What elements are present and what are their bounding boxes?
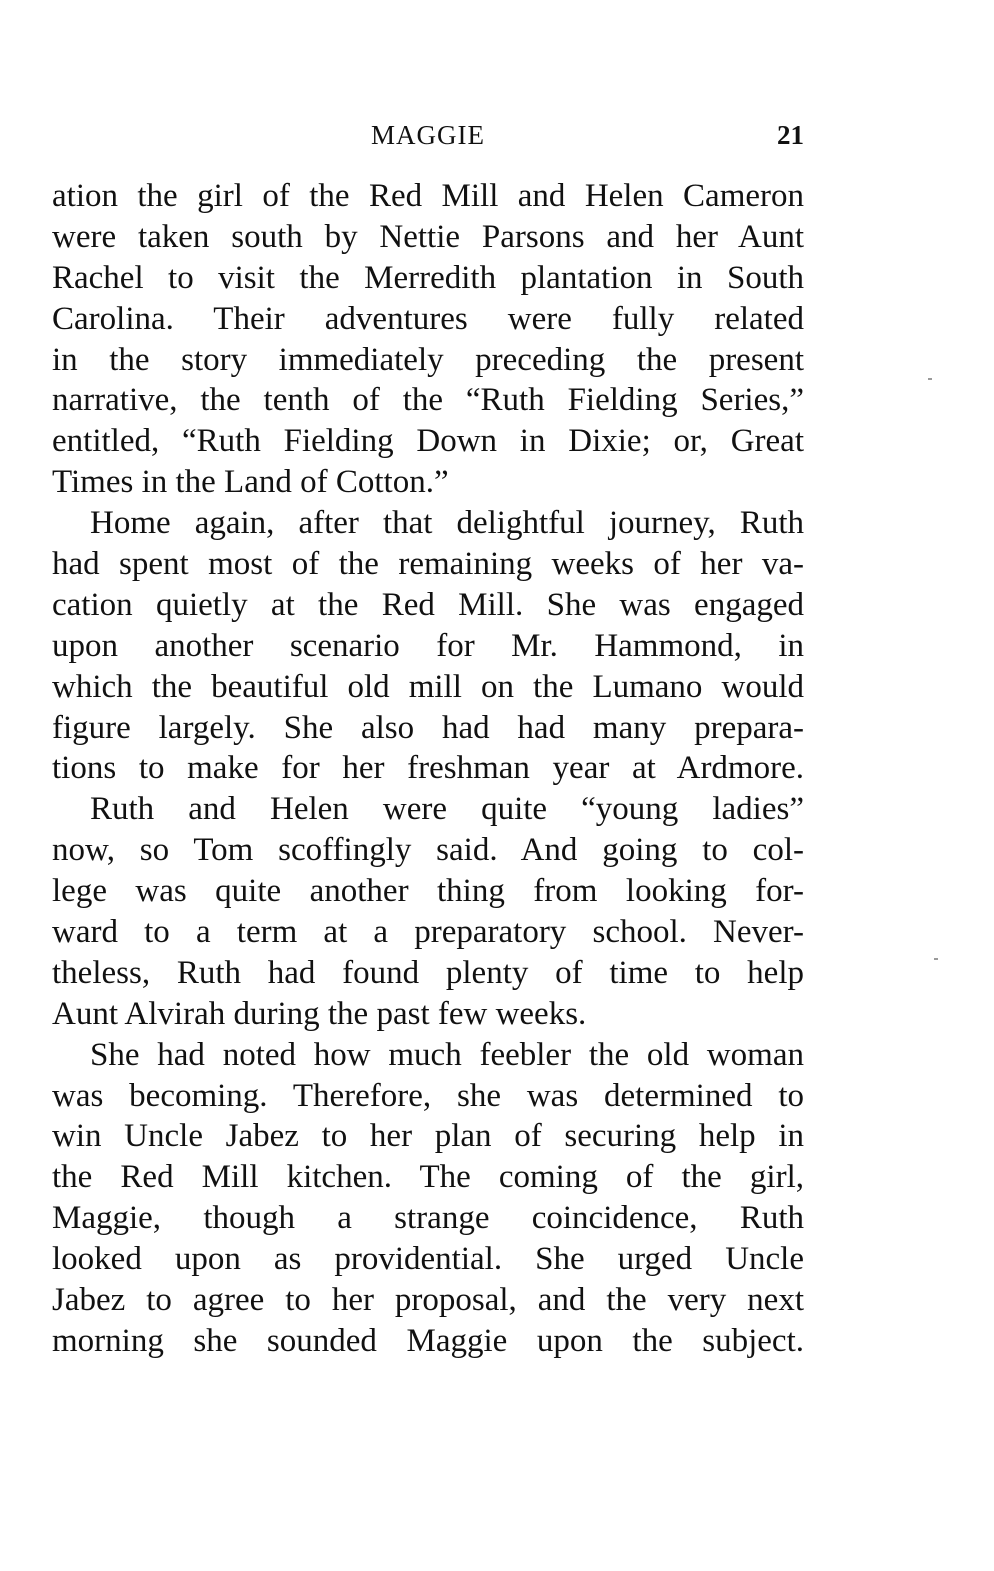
text-line: upon another scenario for Mr. Hammond, in bbox=[52, 627, 804, 664]
text-line: Home again, after that delightful journey, Ruth bbox=[90, 505, 804, 542]
text-line: win Uncle Jabez to her plan of securing help in bbox=[52, 1118, 804, 1155]
text-line: was becoming. Therefore, she was determined to bbox=[52, 1077, 804, 1114]
paragraph-2 bbox=[52, 503, 804, 789]
text-line: ation the girl of the Red Mill and Helen Cameron bbox=[52, 178, 804, 214]
text-line: theless, Ruth had found plenty of time to help bbox=[52, 954, 804, 991]
text-line: Carolina. Their adventures were fully related bbox=[52, 300, 804, 337]
paragraph-4 bbox=[52, 1035, 804, 1362]
text-line: tions to make for her freshman year at Ardmore. bbox=[52, 750, 804, 787]
text-line: the Red Mill kitchen. The coming of the girl, bbox=[52, 1159, 804, 1196]
scan-speck bbox=[928, 378, 932, 380]
text-line: which the beautiful old mill on the Lumano would bbox=[52, 668, 804, 705]
text-line: were taken south by Nettie Parsons and her Aunt bbox=[52, 218, 804, 255]
text-line: Times in the Land of Cotton.” bbox=[52, 464, 449, 501]
text-line: Jabez to agree to her proposal, and the very next bbox=[52, 1282, 804, 1319]
body-text bbox=[52, 176, 804, 1362]
text-line: had spent most of the remaining weeks of her va- bbox=[52, 546, 804, 583]
text-line: figure largely. She also had had many prepara- bbox=[52, 709, 804, 746]
scan-speck bbox=[934, 958, 938, 960]
text-line: ward to a term at a preparatory school. Never- bbox=[52, 914, 804, 951]
page-number: 21 bbox=[777, 120, 804, 150]
text-line: lege was quite another thing from looking for- bbox=[52, 873, 804, 910]
running-header bbox=[52, 118, 804, 152]
paragraph-3 bbox=[52, 789, 804, 1034]
text-line: now, so Tom scoffingly said. And going to col- bbox=[52, 832, 804, 869]
text-line: narrative, the tenth of the “Ruth Fielding Series,” bbox=[52, 382, 804, 419]
text-line: in the story immediately preceding the present bbox=[52, 341, 804, 378]
text-line: cation quietly at the Red Mill. She was engaged bbox=[52, 586, 804, 623]
running-title: MAGGIE bbox=[371, 120, 485, 150]
text-line: entitled, “Ruth Fielding Down in Dixie; or, Great bbox=[52, 423, 804, 460]
text-line: Ruth and Helen were quite “young ladies” bbox=[90, 791, 804, 828]
text-line: morning she sounded Maggie upon the subject. bbox=[52, 1322, 804, 1359]
text-line: Aunt Alvirah during the past few weeks. bbox=[52, 995, 587, 1032]
text-line: Rachel to visit the Merredith plantation in South bbox=[52, 259, 804, 296]
text-line: looked upon as providential. She urged Uncle bbox=[52, 1241, 804, 1278]
text-line: Maggie, though a strange coincidence, Ruth bbox=[52, 1200, 804, 1237]
text-line: She had noted how much feebler the old woman bbox=[90, 1036, 804, 1073]
paragraph-1 bbox=[52, 176, 804, 503]
